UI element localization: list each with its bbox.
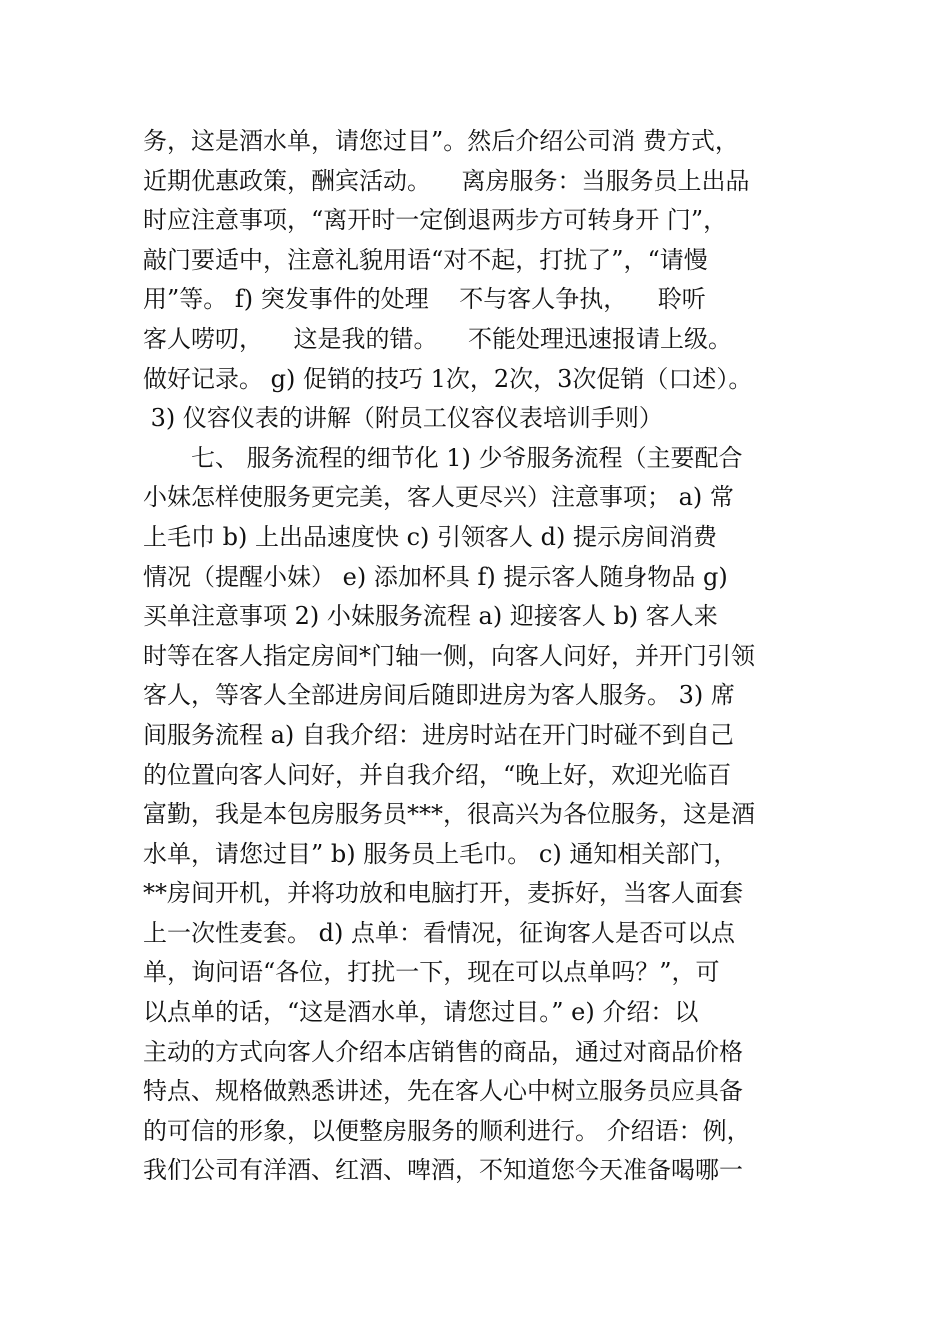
text-line: 小妹怎样使服务更完美，客人更尽兴）注意事项； a) 常 (143, 483, 734, 512)
text-line: 近期优惠政策，酬宾活动。 离房服务：当服务员上出品 (143, 166, 750, 195)
text-line: 敲门要适中，注意礼貌用语“对不起，打扰了”，“请慢 (143, 245, 708, 274)
text-line: 客人，等客人全部进房间后随即进房为客人服务。 3) 席 (143, 681, 735, 710)
text-line: 上毛巾 b) 上出品速度快 c) 引领客人 d) 提示房间消费 (143, 522, 718, 551)
text-line: 富勤，我是本包房服务员***，很高兴为各位服务，这是酒 (143, 800, 755, 829)
text-line: 客人唠叨， 这是我的错。 不能处理迅速报请上级。 (143, 324, 733, 353)
text-line: **房间开机，并将功放和电脑打开，麦拆好，当客人面套 (143, 879, 743, 908)
text-line: 水单，请您过目” b) 服务员上毛巾。 c) 通知相关部门， (143, 839, 738, 868)
body-text (143, 122, 813, 1191)
text-line: 以点单的话，“这是酒水单，请您过目。” e) 介绍：以 (143, 998, 699, 1027)
text-line: 情况（提醒小妹） e) 添加杯具 f) 提示客人随身物品 g) (143, 562, 728, 591)
text-line: 用”等。 f) 突发事件的处理 不与客人争执， 聆听 (143, 285, 706, 314)
text-line: 买单注意事项 2) 小妹服务流程 a) 迎接客人 b) 客人来 (143, 602, 718, 631)
text-line: 主动的方式向客人介绍本店销售的商品，通过对商品价格 (143, 1037, 743, 1066)
text-line: 单，询问语“各位，打扰一下，现在可以点单吗？”，可 (143, 958, 720, 987)
text-line: 时等在客人指定房间*门轴一侧，向客人问好，并开门引领 (143, 641, 755, 670)
text-line: 时应注意事项，“离开时一定倒退两步方可转身开 门”， (143, 206, 728, 235)
text-line: 的位置向客人问好，并自我介绍，“晚上好，欢迎光临百 (143, 760, 732, 789)
text-line: 3) 仪容仪表的讲解（附员工仪容仪表培训手则） (143, 404, 663, 433)
text-line: 我们公司有洋酒、红酒、啤酒，不知道您今天准备喝哪一 (143, 1156, 743, 1185)
text-line: 做好记录。 g) 促销的技巧 1次，2次，3次促销（口述）。 (143, 364, 753, 393)
text-line: 间服务流程 a) 自我介绍：进房时站在开门时碰不到自己 (143, 720, 734, 749)
text-line: 上一次性麦套。 d) 点单：看情况，征询客人是否可以点 (143, 918, 735, 947)
text-line: 的可信的形象，以便整房服务的顺利进行。 介绍语：例， (143, 1116, 751, 1145)
section-heading-line: 七、 服务流程的细节化 1) 少爷服务流程（主要配合 (191, 443, 743, 472)
text-line: 务，这是酒水单，请您过目”。然后介绍公司消 费方式， (143, 127, 739, 155)
text-line: 特点、规格做熟悉讲述，先在客人心中树立服务员应具备 (143, 1077, 743, 1106)
